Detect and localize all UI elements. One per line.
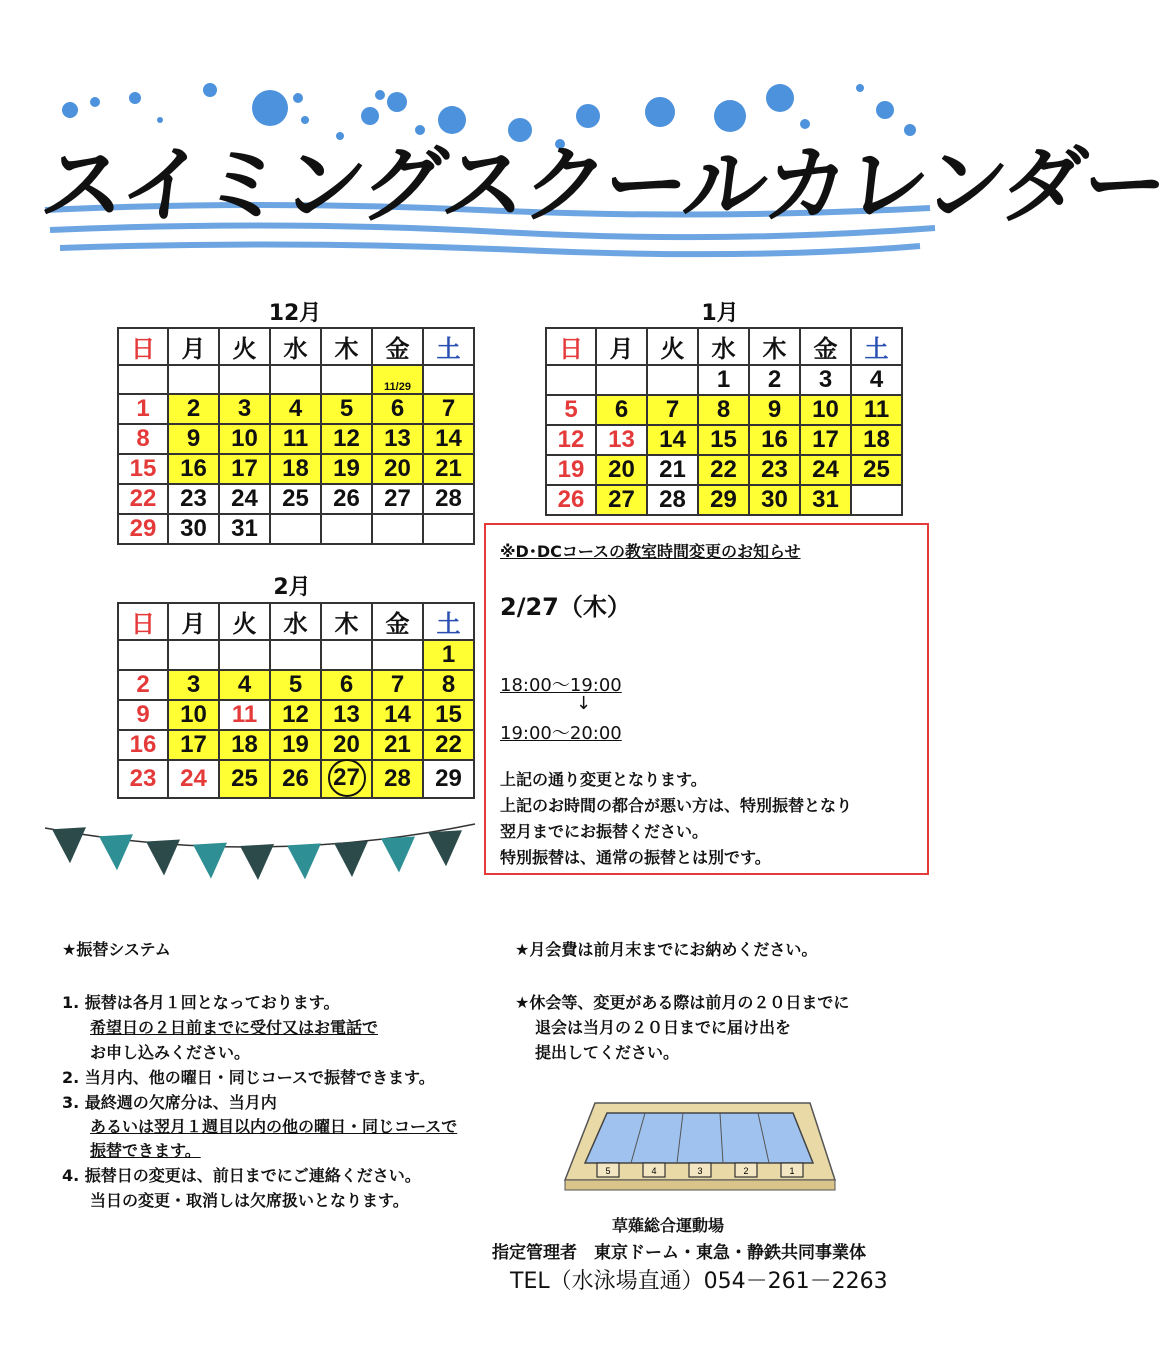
calendar-day-cell: 11: [219, 700, 270, 730]
february-label: 2月: [273, 575, 311, 600]
weekday-header: 木: [321, 328, 372, 365]
calendar-day-cell: 6: [596, 395, 647, 425]
calendar-day-cell: 29: [118, 514, 168, 544]
january-label: 1月: [701, 301, 739, 326]
weekday-header: 土: [851, 328, 902, 365]
calendar-day-cell: 18: [219, 730, 270, 760]
bunting-flag: [146, 839, 180, 875]
calendar-day-cell: 11: [851, 395, 902, 425]
calendar-day-cell: 19: [546, 455, 596, 485]
notice-line: 翌月までにお振替ください。: [500, 822, 709, 841]
weekday-header: 火: [219, 603, 270, 640]
calendar-day-cell: 14: [372, 700, 423, 730]
calendar-day-cell: 24: [219, 484, 270, 514]
lane-number: 4: [651, 1166, 657, 1176]
transfer-system-heading: ★振替システム: [62, 940, 171, 959]
transfer-item: あるいは翌月１週目以内の他の曜日・同じコースで: [90, 1117, 458, 1136]
calendar-day-cell: 30: [168, 514, 219, 544]
notice-date: 2/27（木）: [500, 593, 631, 621]
calendar-day-cell: 2: [168, 394, 219, 424]
weekday-header: 金: [372, 603, 423, 640]
transfer-item: 振替できます。: [90, 1141, 201, 1160]
calendar-day-cell: [423, 365, 474, 394]
calendar-day-cell: 29: [423, 760, 474, 798]
calendar-day-cell: 10: [168, 700, 219, 730]
bunting-flag: [99, 834, 133, 870]
calendar-day-cell: 21: [372, 730, 423, 760]
calendar-day-cell: 17: [219, 454, 270, 484]
calendar-day-cell: 20: [596, 455, 647, 485]
calendar-day-cell: 8: [423, 670, 474, 700]
calendar-day-cell: 7: [423, 394, 474, 424]
starting-block: [735, 1163, 757, 1177]
bunting-flag: [193, 843, 227, 879]
calendar-day-cell: 8: [698, 395, 749, 425]
transfer-item: 2. 当月内、他の曜日・同じコースで振替できます。: [62, 1068, 435, 1087]
transfer-item: 1. 振替は各月１回となっております。: [62, 993, 340, 1012]
calendar-day-cell: 11/29: [372, 365, 423, 394]
calendar-day-cell: 14: [647, 425, 698, 455]
weekday-header: 木: [321, 603, 372, 640]
calendar-day-cell: 8: [118, 424, 168, 454]
schedule-change-notice: [484, 523, 929, 875]
weekday-header: 日: [546, 328, 596, 365]
calendar-day-cell: 19: [321, 454, 372, 484]
bunting-flag: [334, 841, 368, 877]
lane-number: 5: [605, 1166, 611, 1176]
facility-manager: 指定管理者 東京ドーム・東急・静鉄共同事業体: [492, 1243, 866, 1263]
calendar-day-cell: 27: [372, 484, 423, 514]
weekday-header: 火: [219, 328, 270, 365]
transfer-item: 4. 振替日の変更は、前日までにご連絡ください。: [62, 1166, 421, 1185]
lane-number: 1: [789, 1166, 795, 1176]
calendar-day-cell: 21: [423, 454, 474, 484]
calendar-day-cell: 14: [423, 424, 474, 454]
bunting-flag: [428, 830, 462, 866]
page-title: スイミングスクールカレンダー: [36, 136, 1170, 234]
lane-number: 2: [743, 1166, 749, 1176]
calendar-day-cell: 28: [423, 484, 474, 514]
calendar-day-cell: 7: [372, 670, 423, 700]
calendar-day-cell: 31: [219, 514, 270, 544]
calendar-day-cell: 23: [168, 484, 219, 514]
weekday-header: 日: [118, 603, 168, 640]
calendar-day-cell: [423, 514, 474, 544]
calendar-day-cell: 29: [698, 485, 749, 515]
notice-line: 上記のお時間の都合が悪い方は、特別振替となり: [500, 796, 853, 815]
leave-note: 退会は当月の２０日までに届け出を: [535, 1018, 792, 1037]
calendar-day-cell: 25: [219, 760, 270, 798]
calendar-day-cell: 24: [168, 760, 219, 798]
calendar-day-cell: 12: [270, 700, 321, 730]
calendar-day-cell: 2: [118, 670, 168, 700]
bunting-flag: [52, 827, 86, 863]
calendar-day-cell: 1: [423, 640, 474, 670]
calendar-day-cell: 6: [372, 394, 423, 424]
calendar-day-cell: 20: [372, 454, 423, 484]
weekday-header: 木: [749, 328, 800, 365]
weekday-header: 水: [270, 328, 321, 365]
weekday-header: 月: [168, 328, 219, 365]
calendar-day-cell: [270, 640, 321, 670]
calendar-day-cell: 5: [270, 670, 321, 700]
calendar-day-cell: 4: [851, 365, 902, 395]
calendar-day-cell: 10: [800, 395, 851, 425]
calendar-day-cell: [168, 365, 219, 394]
weekday-header: 金: [372, 328, 423, 365]
calendar-day-cell: 10: [219, 424, 270, 454]
calendar-day-cell: 15: [423, 700, 474, 730]
december-label: 12月: [268, 301, 322, 326]
calendar-day-cell: 5: [546, 395, 596, 425]
calendar-day-cell: 15: [118, 454, 168, 484]
calendar-day-cell: 18: [270, 454, 321, 484]
calendar-day-cell: [321, 514, 372, 544]
lane-number: 3: [697, 1166, 703, 1176]
calendar-day-cell: [372, 514, 423, 544]
calendar-day-cell: [596, 365, 647, 395]
calendar-day-cell: 17: [168, 730, 219, 760]
weekday-header: 土: [423, 328, 474, 365]
transfer-item: お申し込みください。: [90, 1043, 251, 1062]
calendar-day-cell: 19: [270, 730, 321, 760]
bunting-flag: [240, 844, 274, 880]
calendar-day-cell: [219, 640, 270, 670]
calendar-day-cell: 28: [372, 760, 423, 798]
calendar-day-cell: [372, 640, 423, 670]
calendar-day-cell: [270, 365, 321, 394]
notice-time-after: 19:00～20:00: [500, 723, 622, 744]
calendar-day-cell: 24: [800, 455, 851, 485]
calendar-day-cell: [647, 365, 698, 395]
calendar-day-cell: 25: [851, 455, 902, 485]
calendar-day-cell: 20: [321, 730, 372, 760]
february-calendar: [117, 602, 475, 799]
starting-block: [689, 1163, 711, 1177]
calendar-day-cell: [118, 640, 168, 670]
weekday-header: 水: [698, 328, 749, 365]
notice-line: 上記の通り変更となります。: [500, 770, 707, 789]
calendar-day-cell: [321, 640, 372, 670]
weekday-header: 日: [118, 328, 168, 365]
calendar-day-cell: 30: [749, 485, 800, 515]
december-calendar: [117, 327, 475, 545]
calendar-day-cell: 3: [168, 670, 219, 700]
calendar-day-cell: 13: [596, 425, 647, 455]
calendar-day-cell: 16: [168, 454, 219, 484]
transfer-item: 3. 最終週の欠席分は、当月内: [62, 1093, 277, 1112]
leave-note: 提出してください。: [535, 1043, 680, 1062]
calendar-day-cell: 22: [423, 730, 474, 760]
calendar-day-cell: 22: [698, 455, 749, 485]
calendar-day-cell: [219, 365, 270, 394]
pool-illustration: [555, 1085, 845, 1195]
calendar-day-cell: 1: [698, 365, 749, 395]
transfer-item: 希望日の２日前までに受付又はお電話で: [90, 1018, 379, 1037]
calendar-day-cell: 11: [270, 424, 321, 454]
calendar-day-cell: 4: [270, 394, 321, 424]
calendar-day-cell: 9: [749, 395, 800, 425]
bunting-flag: [381, 837, 415, 873]
starting-block: [781, 1163, 803, 1177]
calendar-day-cell: 3: [219, 394, 270, 424]
calendar-day-cell: 13: [372, 424, 423, 454]
weekday-header: 月: [596, 328, 647, 365]
starting-block: [643, 1163, 665, 1177]
calendar-day-cell: 3: [800, 365, 851, 395]
monthly-fee-note: ★月会費は前月末までにお納めください。: [515, 940, 818, 959]
calendar-day-cell: 27: [596, 485, 647, 515]
weekday-header: 月: [168, 603, 219, 640]
weekday-header: 金: [800, 328, 851, 365]
calendar-day-cell: 26: [546, 485, 596, 515]
calendar-day-cell: 2: [749, 365, 800, 395]
calendar-day-cell: 16: [118, 730, 168, 760]
calendar-day-cell: 18: [851, 425, 902, 455]
weekday-header: 水: [270, 603, 321, 640]
calendar-day-cell: 12: [321, 424, 372, 454]
january-calendar: [545, 327, 903, 516]
calendar-day-cell: 15: [698, 425, 749, 455]
calendar-day-cell: [118, 365, 168, 394]
notice-time-before: 18:00～19:00: [500, 675, 622, 696]
calendar-day-cell: 28: [647, 485, 698, 515]
calendar-day-cell: [321, 365, 372, 394]
calendar-day-cell: 4: [219, 670, 270, 700]
bunting-flag: [287, 843, 321, 879]
calendar-day-cell: 26: [321, 484, 372, 514]
weekday-header: 火: [647, 328, 698, 365]
calendar-day-cell: 9: [168, 424, 219, 454]
calendar-day-cell: [270, 514, 321, 544]
calendar-day-cell: [546, 365, 596, 395]
calendar-day-cell: 7: [647, 395, 698, 425]
calendar-day-cell: 22: [118, 484, 168, 514]
calendar-day-cell: 21: [647, 455, 698, 485]
facility-name: 草薙総合運動場: [612, 1216, 725, 1235]
phone-number: TEL（水泳場直通）054－261－2263: [510, 1269, 888, 1294]
calendar-day-cell: 25: [270, 484, 321, 514]
calendar-day-cell: 5: [321, 394, 372, 424]
calendar-day-cell: [851, 485, 902, 515]
calendar-day-cell: 6: [321, 670, 372, 700]
calendar-day-cell: 16: [749, 425, 800, 455]
transfer-item: 当日の変更・取消しは欠席扱いとなります。: [90, 1191, 409, 1210]
calendar-day-cell: 23: [118, 760, 168, 798]
calendar-day-cell: 1: [118, 394, 168, 424]
starting-block: [597, 1163, 619, 1177]
leave-note: ★休会等、変更がある際は前月の２０日までに: [515, 993, 850, 1012]
weekday-header: 土: [423, 603, 474, 640]
calendar-day-cell: 27: [321, 760, 372, 798]
notice-line: 特別振替は、通常の振替とは別です。: [500, 848, 771, 867]
calendar-day-cell: 31: [800, 485, 851, 515]
calendar-day-cell: 12: [546, 425, 596, 455]
calendar-day-cell: 17: [800, 425, 851, 455]
calendar-day-cell: 26: [270, 760, 321, 798]
calendar-day-cell: 9: [118, 700, 168, 730]
calendar-day-cell: [168, 640, 219, 670]
notice-title: ※D･DCコースの教室時間変更のお知らせ: [500, 542, 801, 561]
calendar-day-cell: 23: [749, 455, 800, 485]
notice-arrow: ↓: [576, 693, 592, 714]
bunting-decoration: [40, 818, 480, 898]
calendar-day-cell: 13: [321, 700, 372, 730]
